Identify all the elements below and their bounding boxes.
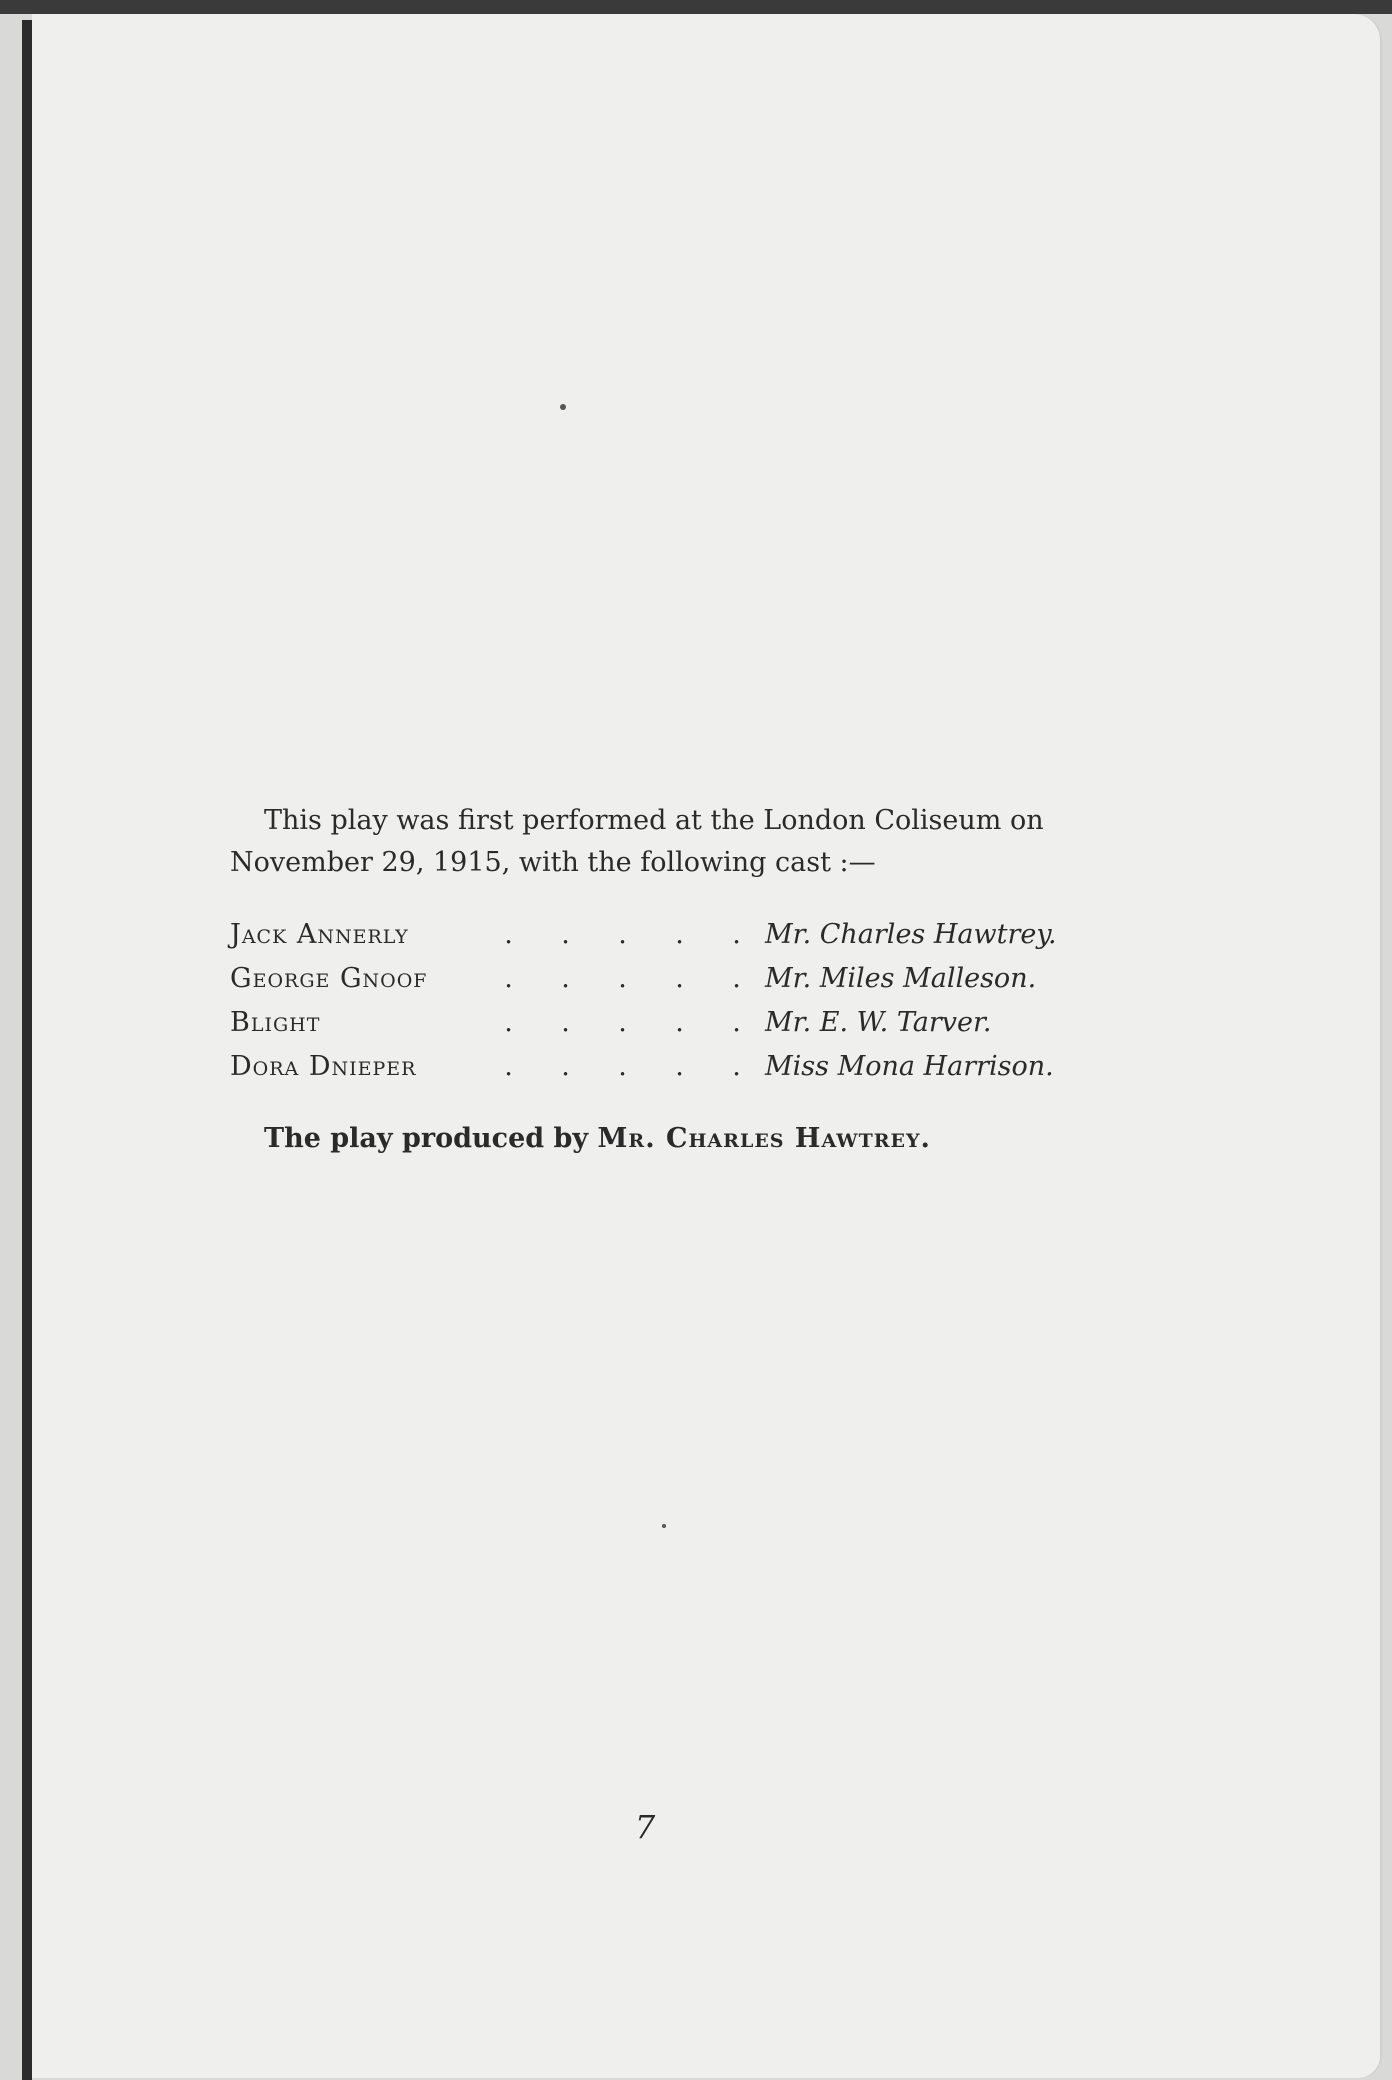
producer-credit	[264, 1118, 1110, 1160]
actor-name: Miss Mona Harrison.	[765, 1050, 1054, 1082]
page-number: 7	[634, 1808, 656, 1846]
cast-row	[230, 912, 1110, 956]
producer-prefix: The play produced by	[264, 1123, 589, 1154]
cast-list	[230, 912, 1110, 1088]
character-name: Blight	[230, 1006, 321, 1038]
performance-intro: This play was first performed at the London Coliseum on November 29, 1915, with the following cast :—	[230, 805, 1044, 878]
dot-leader: . . . . .	[504, 962, 741, 994]
cast-row	[230, 1000, 1110, 1044]
character-name: George Gnoof	[230, 962, 428, 994]
producer-name: Mr. Charles Hawtrey.	[597, 1123, 931, 1154]
cast-page-text	[230, 800, 1110, 1160]
top-edge-shadow	[0, 0, 1392, 14]
ink-speck	[560, 404, 566, 410]
dot-leader: . . . . .	[504, 1050, 741, 1082]
dot-leader: . . . . .	[504, 1006, 741, 1038]
actor-name: Mr. Miles Malleson.	[765, 962, 1037, 994]
character-name: Jack Annerly	[230, 918, 409, 950]
cast-row	[230, 956, 1110, 1000]
ink-speck	[662, 1524, 666, 1528]
character-name: Dora Dnieper	[230, 1050, 417, 1082]
dot-leader: . . . . .	[504, 918, 741, 950]
book-spine	[22, 20, 32, 2080]
actor-name: Mr. E. W. Tarver.	[765, 1006, 992, 1038]
actor-name: Mr. Charles Hawtrey.	[765, 918, 1057, 950]
cast-row	[230, 1044, 1110, 1088]
